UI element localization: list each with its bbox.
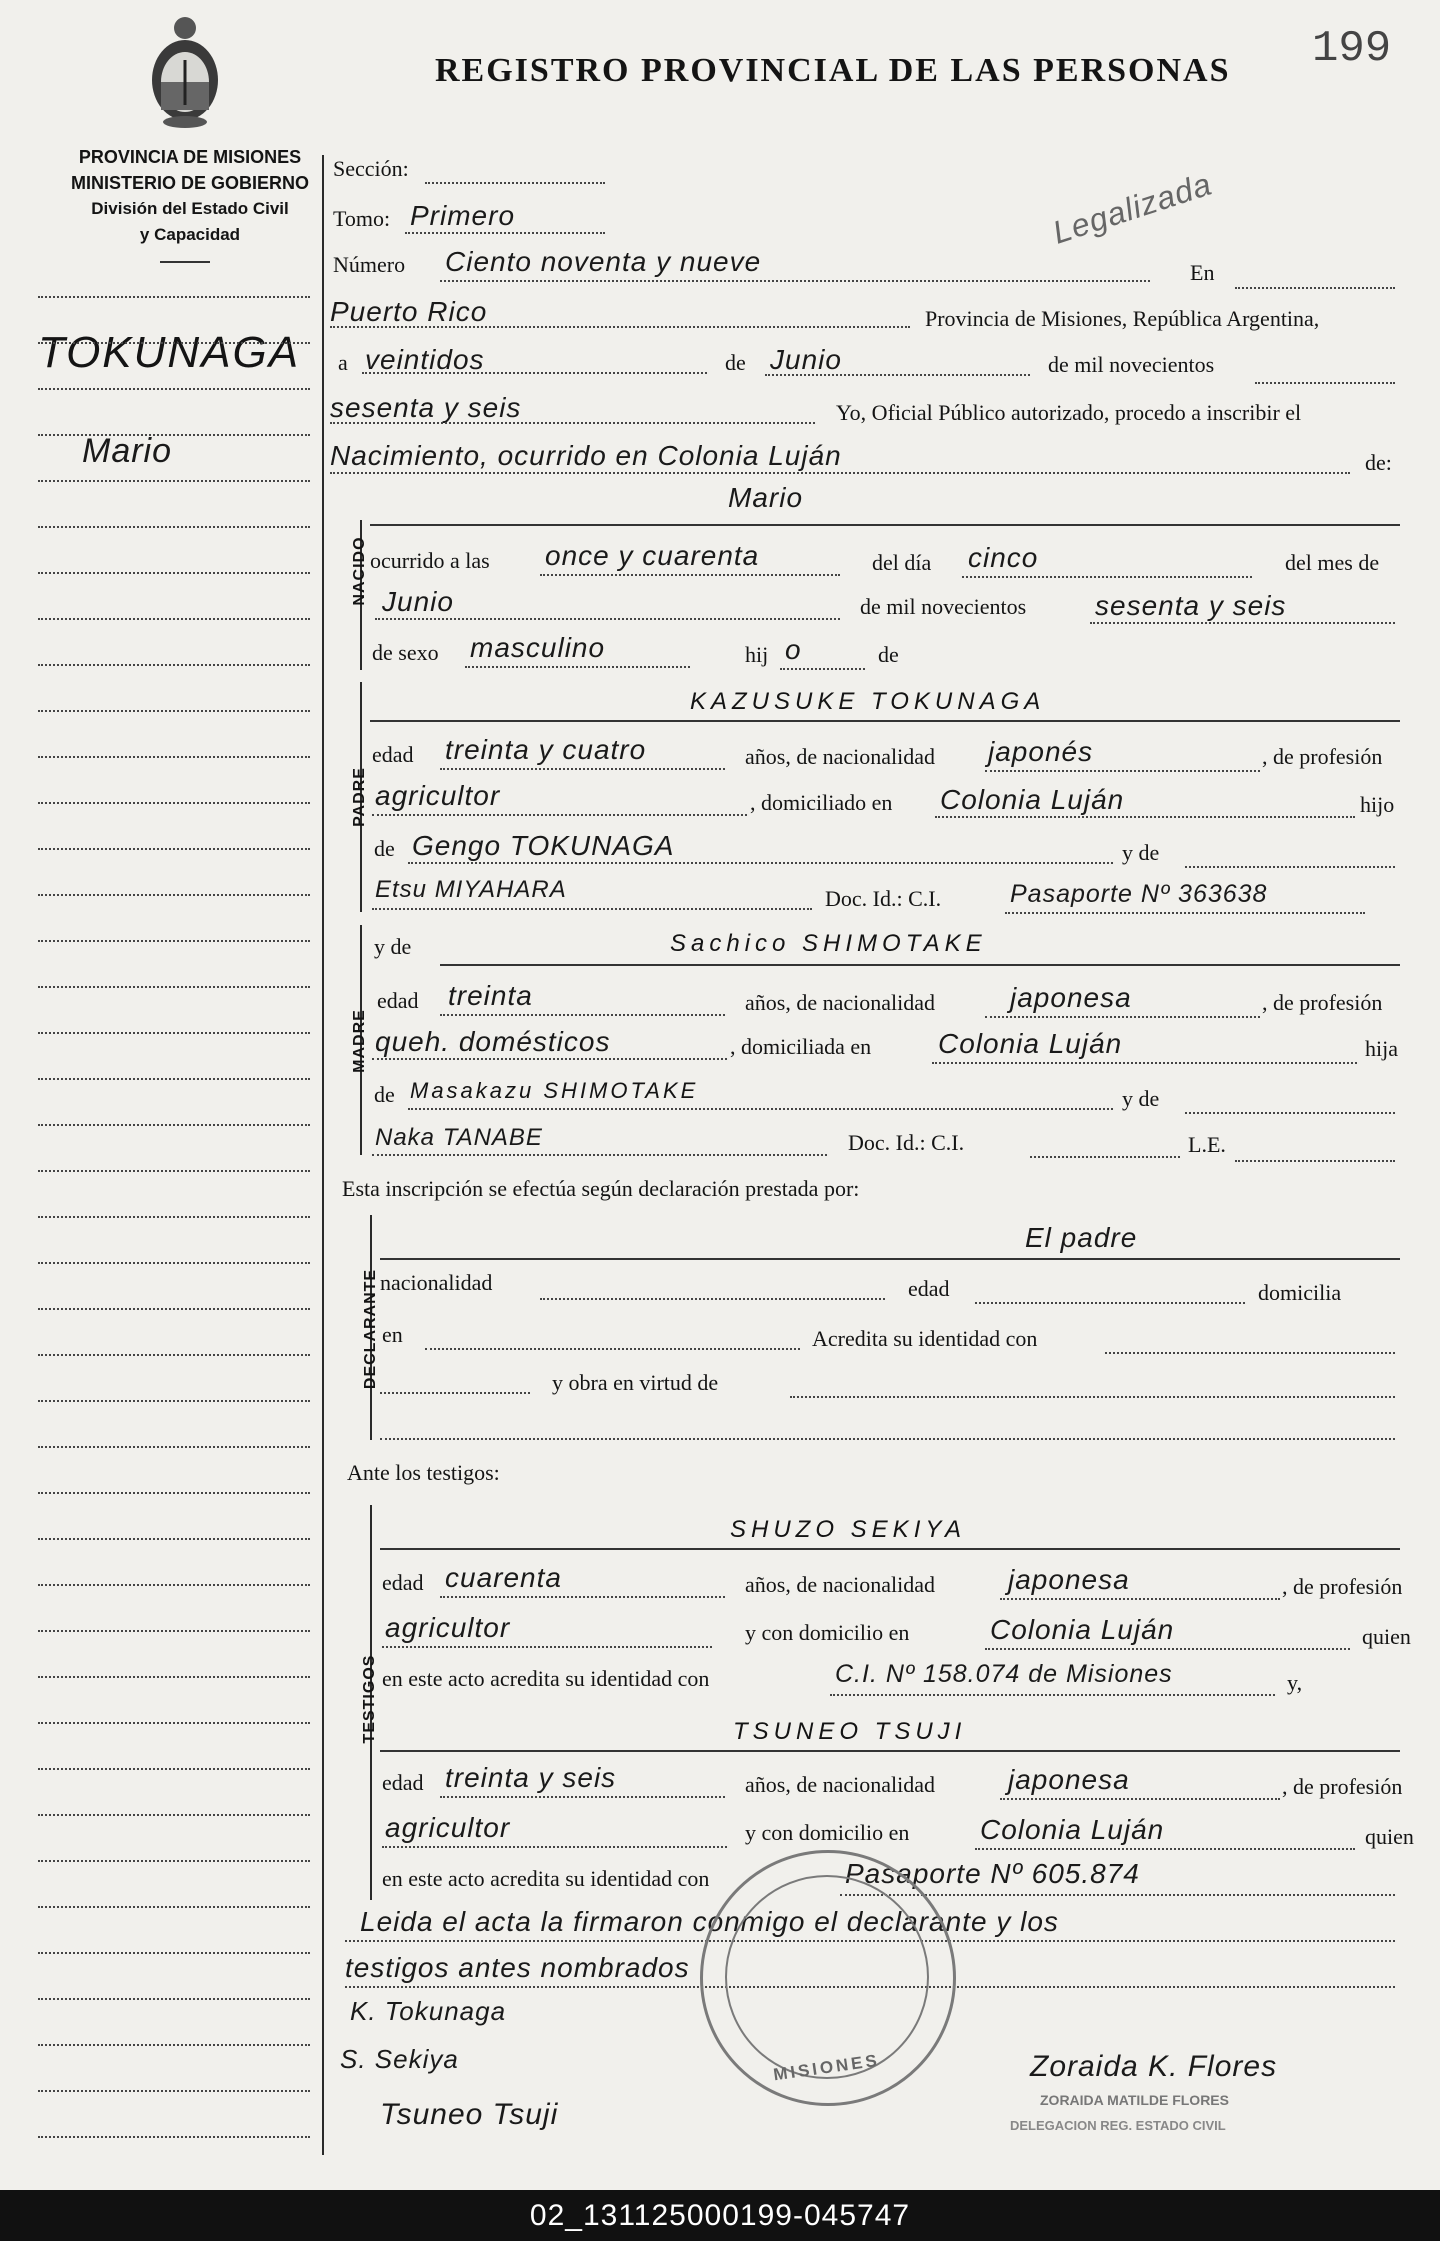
margin-rule: [38, 802, 310, 804]
margin-rule: [38, 2044, 310, 2046]
t1-prof-value: agricultor: [385, 1612, 511, 1643]
nacido-top-rule: [370, 524, 1400, 526]
footer-document-id: 02_131125000199-045747: [0, 2190, 1440, 2241]
hecho-value: Nacimiento, ocurrido en Colonia Luján: [330, 440, 842, 471]
margin-rule: [38, 1078, 310, 1080]
padre-prof-value: agricultor: [375, 780, 501, 811]
numero-line: [440, 280, 1150, 282]
official-title: DELEGACION REG. ESTADO CIVIL: [1010, 2118, 1226, 2133]
mes-nac-line: [375, 618, 840, 620]
label-t2-anos: años, de nacionalidad: [745, 1772, 935, 1797]
ministry-name: MINISTERIO DE GOBIERNO: [70, 173, 310, 193]
t1-doc-line: [830, 1694, 1275, 1696]
madre-padre-value: Masakazu SHIMOTAKE: [410, 1078, 699, 1103]
label-obra: y obra en virtud de: [552, 1370, 719, 1395]
padre-dom-value: Colonia Luján: [940, 784, 1125, 815]
padre-nombre-value: KAZUSUKE TOKUNAGA: [690, 688, 1046, 715]
margin-rule: [38, 940, 310, 942]
page-number: 199: [1312, 24, 1392, 74]
label-madre-y-de2: y de: [1122, 1086, 1160, 1111]
padre-edad-value: treinta y cuatro: [445, 734, 647, 765]
margin-surname: TOKUNAGA: [38, 328, 301, 377]
margin-rule: [38, 1722, 310, 1724]
margin-rule: [38, 756, 310, 758]
sexo-value: masculino: [470, 632, 606, 663]
section-label-testigos: TESTIGOS: [361, 1654, 378, 1744]
margin-rule: [38, 1124, 310, 1126]
madre-edad-value: treinta: [448, 980, 533, 1011]
section-label-declarante: DECLARANTE: [362, 1268, 379, 1390]
label-domiciliada: , domiciliada en: [730, 1034, 872, 1059]
margin-divider: [322, 155, 324, 2155]
label-t1-anos: años, de nacionalidad: [745, 1572, 935, 1597]
t1-dom-value: Colonia Luján: [990, 1614, 1175, 1645]
margin-rule: [38, 1676, 310, 1678]
t2-nac-value: japonesa: [1008, 1764, 1130, 1795]
t2-dom-value: Colonia Luján: [980, 1814, 1165, 1845]
dia-inscripcion-value: veintidos: [365, 344, 485, 375]
margin-rule: [38, 342, 310, 344]
label-madre-anos: años, de nacionalidad: [745, 990, 935, 1015]
madre-nombre-value: Sachico SHIMOTAKE: [670, 930, 987, 957]
madre-le-line: [1235, 1160, 1395, 1162]
coat-of-arms-icon: [140, 10, 230, 130]
t2-prof-line: [382, 1846, 727, 1848]
madre-doc-line: [1030, 1156, 1180, 1158]
padre-nac-value: japonés: [988, 736, 1094, 767]
margin-rule: [38, 618, 310, 620]
label-madre-y-de: y de: [374, 934, 412, 959]
division-line1: División del Estado Civil: [91, 199, 289, 218]
margin-rule: [38, 480, 310, 482]
official-stamp-inner: [725, 1875, 929, 2079]
label-en: En: [1190, 260, 1215, 285]
label-ante-testigos: Ante los testigos:: [347, 1460, 500, 1485]
lugar-line: [330, 326, 910, 328]
margin-rule: [38, 2090, 310, 2092]
official-stamp: [700, 1850, 956, 2106]
label-tomo: Tomo:: [333, 206, 391, 231]
margin-rule: [38, 1446, 310, 1448]
declarante-acredita-line: [1105, 1352, 1395, 1354]
label-de-mil-nov: de mil novecientos: [860, 594, 1027, 619]
declarante-top-rule: [380, 1258, 1400, 1260]
margin-rule: [38, 2136, 310, 2138]
stamp-text: MISIONES: [772, 2050, 881, 2085]
label-madre-edad: edad: [377, 988, 419, 1013]
nombre-value: Mario: [728, 482, 804, 513]
label-padre-edad: edad: [372, 742, 414, 767]
madre-y-de-line: [1185, 1112, 1395, 1114]
label-padre-anos: años, de nacionalidad: [745, 744, 935, 769]
lugar-value: Puerto Rico: [330, 296, 488, 327]
madre-top-rule: [440, 964, 1400, 966]
margin-rule: [38, 572, 310, 574]
label-t2-quien: quien: [1365, 1824, 1414, 1849]
registry-title: REGISTRO PROVINCIAL DE LAS PERSONAS: [435, 52, 1231, 89]
label-yo-oficial: Yo, Oficial Público autorizado, procedo a inscribir el: [836, 400, 1302, 425]
margin-rule: [38, 1768, 310, 1770]
official-signature: Zoraida K. Flores: [1030, 2050, 1278, 2083]
t1-nac-value: japonesa: [1008, 1564, 1130, 1595]
label-padre-de: de: [374, 836, 395, 861]
padre-madre-value: Etsu MIYAHARA: [375, 876, 567, 903]
label-domicilia: domicilia: [1258, 1280, 1342, 1305]
margin-rule: [38, 664, 310, 666]
signature-3: Tsuneo Tsuji: [380, 2098, 559, 2131]
label-declarante-en: en: [382, 1322, 403, 1347]
label-de-colon: de:: [1365, 450, 1392, 475]
label-numero: Número: [333, 252, 406, 277]
margin-rule: [38, 1630, 310, 1632]
label-de-padres: de: [878, 642, 899, 667]
label-declarante-edad: edad: [908, 1276, 950, 1301]
de-mil-line: [1255, 382, 1395, 384]
margin-rule: [38, 848, 310, 850]
madre-dom-line: [932, 1062, 1357, 1064]
tomo-line: [405, 232, 605, 234]
padre-top-rule: [370, 720, 1400, 722]
mes-inscripcion-value: Junio: [770, 344, 842, 375]
signature-1: K. Tokunaga: [350, 1996, 507, 2026]
label-seccion: Sección:: [333, 156, 409, 181]
margin-rule: [38, 526, 310, 528]
closing-line2: testigos antes nombrados: [345, 1952, 690, 1983]
official-name: ZORAIDA MATILDE FLORES: [1040, 2092, 1229, 2108]
margin-rule: [38, 1308, 310, 1310]
numero-value: Ciento noventa y nueve: [445, 246, 762, 277]
madre-dom-value: Colonia Luján: [938, 1028, 1123, 1059]
t1-nac-line: [1000, 1598, 1280, 1600]
testigo2-top-rule: [380, 1750, 1400, 1752]
madre-nac-line: [985, 1016, 1260, 1018]
t1-edad-value: cuarenta: [445, 1562, 562, 1593]
label-inscripcion: Esta inscripción se efectúa según declaración prestada por:: [342, 1176, 860, 1201]
label-t2-domicilio: y con domicilio en: [745, 1820, 910, 1845]
margin-rule: [38, 1354, 310, 1356]
declarante-en-line: [425, 1348, 800, 1350]
label-domiciliado: , domiciliado en: [750, 790, 893, 815]
mes-inscripcion-line: [765, 374, 1030, 376]
margin-rule: [38, 1400, 310, 1402]
label-t2-acredita: en este acto acredita su identidad con: [382, 1866, 710, 1891]
anio-nac-value: sesenta y seis: [1095, 590, 1287, 621]
signature-2: S. Sekiya: [340, 2044, 459, 2074]
label-t2-edad: edad: [382, 1770, 424, 1795]
label-nacionalidad: nacionalidad: [380, 1270, 493, 1295]
hij-line: [780, 668, 865, 670]
madre-padre-line: [408, 1108, 1113, 1110]
margin-rule: [38, 1170, 310, 1172]
section-label-madre: MADRE: [351, 1009, 368, 1073]
margin-rule: [38, 1584, 310, 1586]
padre-y-de-line: [1185, 866, 1395, 868]
header-rule: [160, 261, 210, 263]
label-padre-profesion: , de profesión: [1262, 744, 1383, 769]
tomo-value: Primero: [410, 200, 516, 231]
sexo-line: [465, 666, 690, 668]
margin-rule: [38, 986, 310, 988]
margin-rule: [38, 296, 310, 298]
declarante-value: El padre: [1025, 1222, 1138, 1253]
section-label-padre: PADRE: [351, 767, 368, 827]
margin-rule: [38, 1492, 310, 1494]
label-t1-acredita: en este acto acredita su identidad con: [382, 1666, 710, 1691]
margin-rule: [38, 1998, 310, 2000]
margin-rule: [38, 388, 310, 390]
madre-nac-value: japonesa: [1010, 982, 1132, 1013]
label-t1-y: y,: [1287, 1670, 1303, 1695]
margin-rule: [38, 1906, 310, 1908]
testigo1-top-rule: [380, 1548, 1400, 1550]
padre-padre-value: Gengo TOKUNAGA: [412, 830, 675, 861]
label-padre-doc: Doc. Id.: C.I.: [825, 886, 942, 911]
province-header: [20, 144, 360, 248]
label-t1-domicilio: y con domicilio en: [745, 1620, 910, 1645]
margin-rule: [38, 434, 310, 436]
anio-inscripcion-value: sesenta y seis: [330, 392, 522, 423]
declarante-pre-obra-line: [380, 1392, 530, 1394]
label-del-dia: del día: [872, 550, 932, 575]
declarante-extra-line: [380, 1438, 1395, 1440]
madre-prof-line: [372, 1058, 727, 1060]
marginal-note: Legalizada: [1048, 165, 1217, 251]
margin-rule: [38, 1216, 310, 1218]
t1-doc-value: C.I. Nº 158.074 de Misiones: [835, 1660, 1173, 1688]
margin-rule: [38, 1952, 310, 1954]
label-hij: hij: [745, 642, 769, 667]
label-a: a: [338, 350, 348, 375]
t2-dom-line: [975, 1848, 1355, 1850]
t1-dom-line: [985, 1648, 1350, 1650]
madre-madre-line: [372, 1154, 827, 1156]
madre-madre-value: Naka TANABE: [375, 1124, 543, 1151]
section-label-nacido: NACIDO: [351, 536, 368, 606]
label-madre-profesion: , de profesión: [1262, 990, 1383, 1015]
label-madre-de: de: [374, 1082, 395, 1107]
label-padre-y-de: y de: [1122, 840, 1160, 865]
padre-padre-line: [408, 862, 1113, 864]
padre-doc-line: [1005, 912, 1365, 914]
label-de: de: [725, 350, 746, 375]
margin-rule: [38, 1032, 310, 1034]
mes-nac-value: Junio: [382, 586, 454, 617]
en-line: [1235, 287, 1395, 289]
label-de-sexo: de sexo: [372, 640, 439, 665]
t1-prof-line: [382, 1646, 712, 1648]
division-line2: y Capacidad: [139, 225, 241, 244]
margin-given-name: Mario: [82, 432, 173, 470]
label-t1-quien: quien: [1362, 1624, 1411, 1649]
margin-rule: [38, 710, 310, 712]
padre-nac-line: [985, 770, 1260, 772]
label-t1-edad: edad: [382, 1570, 424, 1595]
anio-inscripcion-line: [330, 422, 815, 424]
anio-nac-line: [1090, 622, 1395, 624]
declarante-edad-line: [975, 1302, 1245, 1304]
madre-edad-line: [440, 1014, 725, 1016]
t2-edad-line: [440, 1796, 725, 1798]
margin-rule: [38, 894, 310, 896]
dia-nac-value: cinco: [968, 542, 1039, 573]
label-madre-doc: Doc. Id.: C.I.: [848, 1130, 965, 1155]
hij-suffix-value: o: [785, 634, 802, 665]
label-t2-profesion: , de profesión: [1282, 1774, 1403, 1799]
label-de-mil: de mil novecientos: [1048, 352, 1215, 377]
dia-inscripcion-line: [362, 372, 707, 374]
declarante-nac-line: [540, 1298, 885, 1300]
label-acredita: Acredita su identidad con: [812, 1326, 1038, 1351]
label-t1-profesion: , de profesión: [1282, 1574, 1403, 1599]
margin-rule: [38, 1814, 310, 1816]
dia-nac-line: [962, 576, 1252, 578]
label-hijo: hijo: [1360, 792, 1395, 817]
seccion-line: [425, 182, 605, 184]
declarante-obra-line: [790, 1396, 1395, 1398]
margin-rule: [38, 1860, 310, 1862]
padre-dom-line: [935, 816, 1355, 818]
t2-doc-value: Pasaporte Nº 605.874: [845, 1858, 1140, 1889]
testigo2-nombre-value: TSUNEO TSUJI: [733, 1718, 967, 1745]
closing-line1: Leida el acta la firmaron conmigo el declarante y los: [360, 1906, 1059, 1937]
hecho-line: [330, 472, 1350, 474]
label-ocurrido: ocurrido a las: [370, 548, 490, 573]
t2-prof-value: agricultor: [385, 1812, 511, 1843]
label-le: L.E.: [1188, 1132, 1226, 1157]
t2-nac-line: [1000, 1798, 1280, 1800]
hora-value: once y cuarenta: [545, 540, 760, 571]
province-name: PROVINCIA DE MISIONES: [78, 147, 302, 167]
padre-madre-line: [372, 908, 812, 910]
madre-prof-value: queh. domésticos: [375, 1026, 611, 1057]
padre-edad-line: [440, 768, 725, 770]
padre-doc-value: Pasaporte Nº 363638: [1010, 880, 1268, 908]
margin-rule: [38, 1538, 310, 1540]
label-del-mes: del mes de: [1285, 550, 1380, 575]
t1-edad-line: [440, 1596, 725, 1598]
t2-edad-value: treinta y seis: [445, 1762, 617, 1793]
testigo1-nombre-value: SHUZO SEKIYA: [730, 1516, 967, 1543]
margin-rule: [38, 1262, 310, 1264]
label-provincia: Provincia de Misiones, República Argentina,: [925, 306, 1320, 331]
label-hija: hija: [1365, 1036, 1398, 1061]
padre-prof-line: [372, 814, 747, 816]
hora-line: [540, 574, 840, 576]
